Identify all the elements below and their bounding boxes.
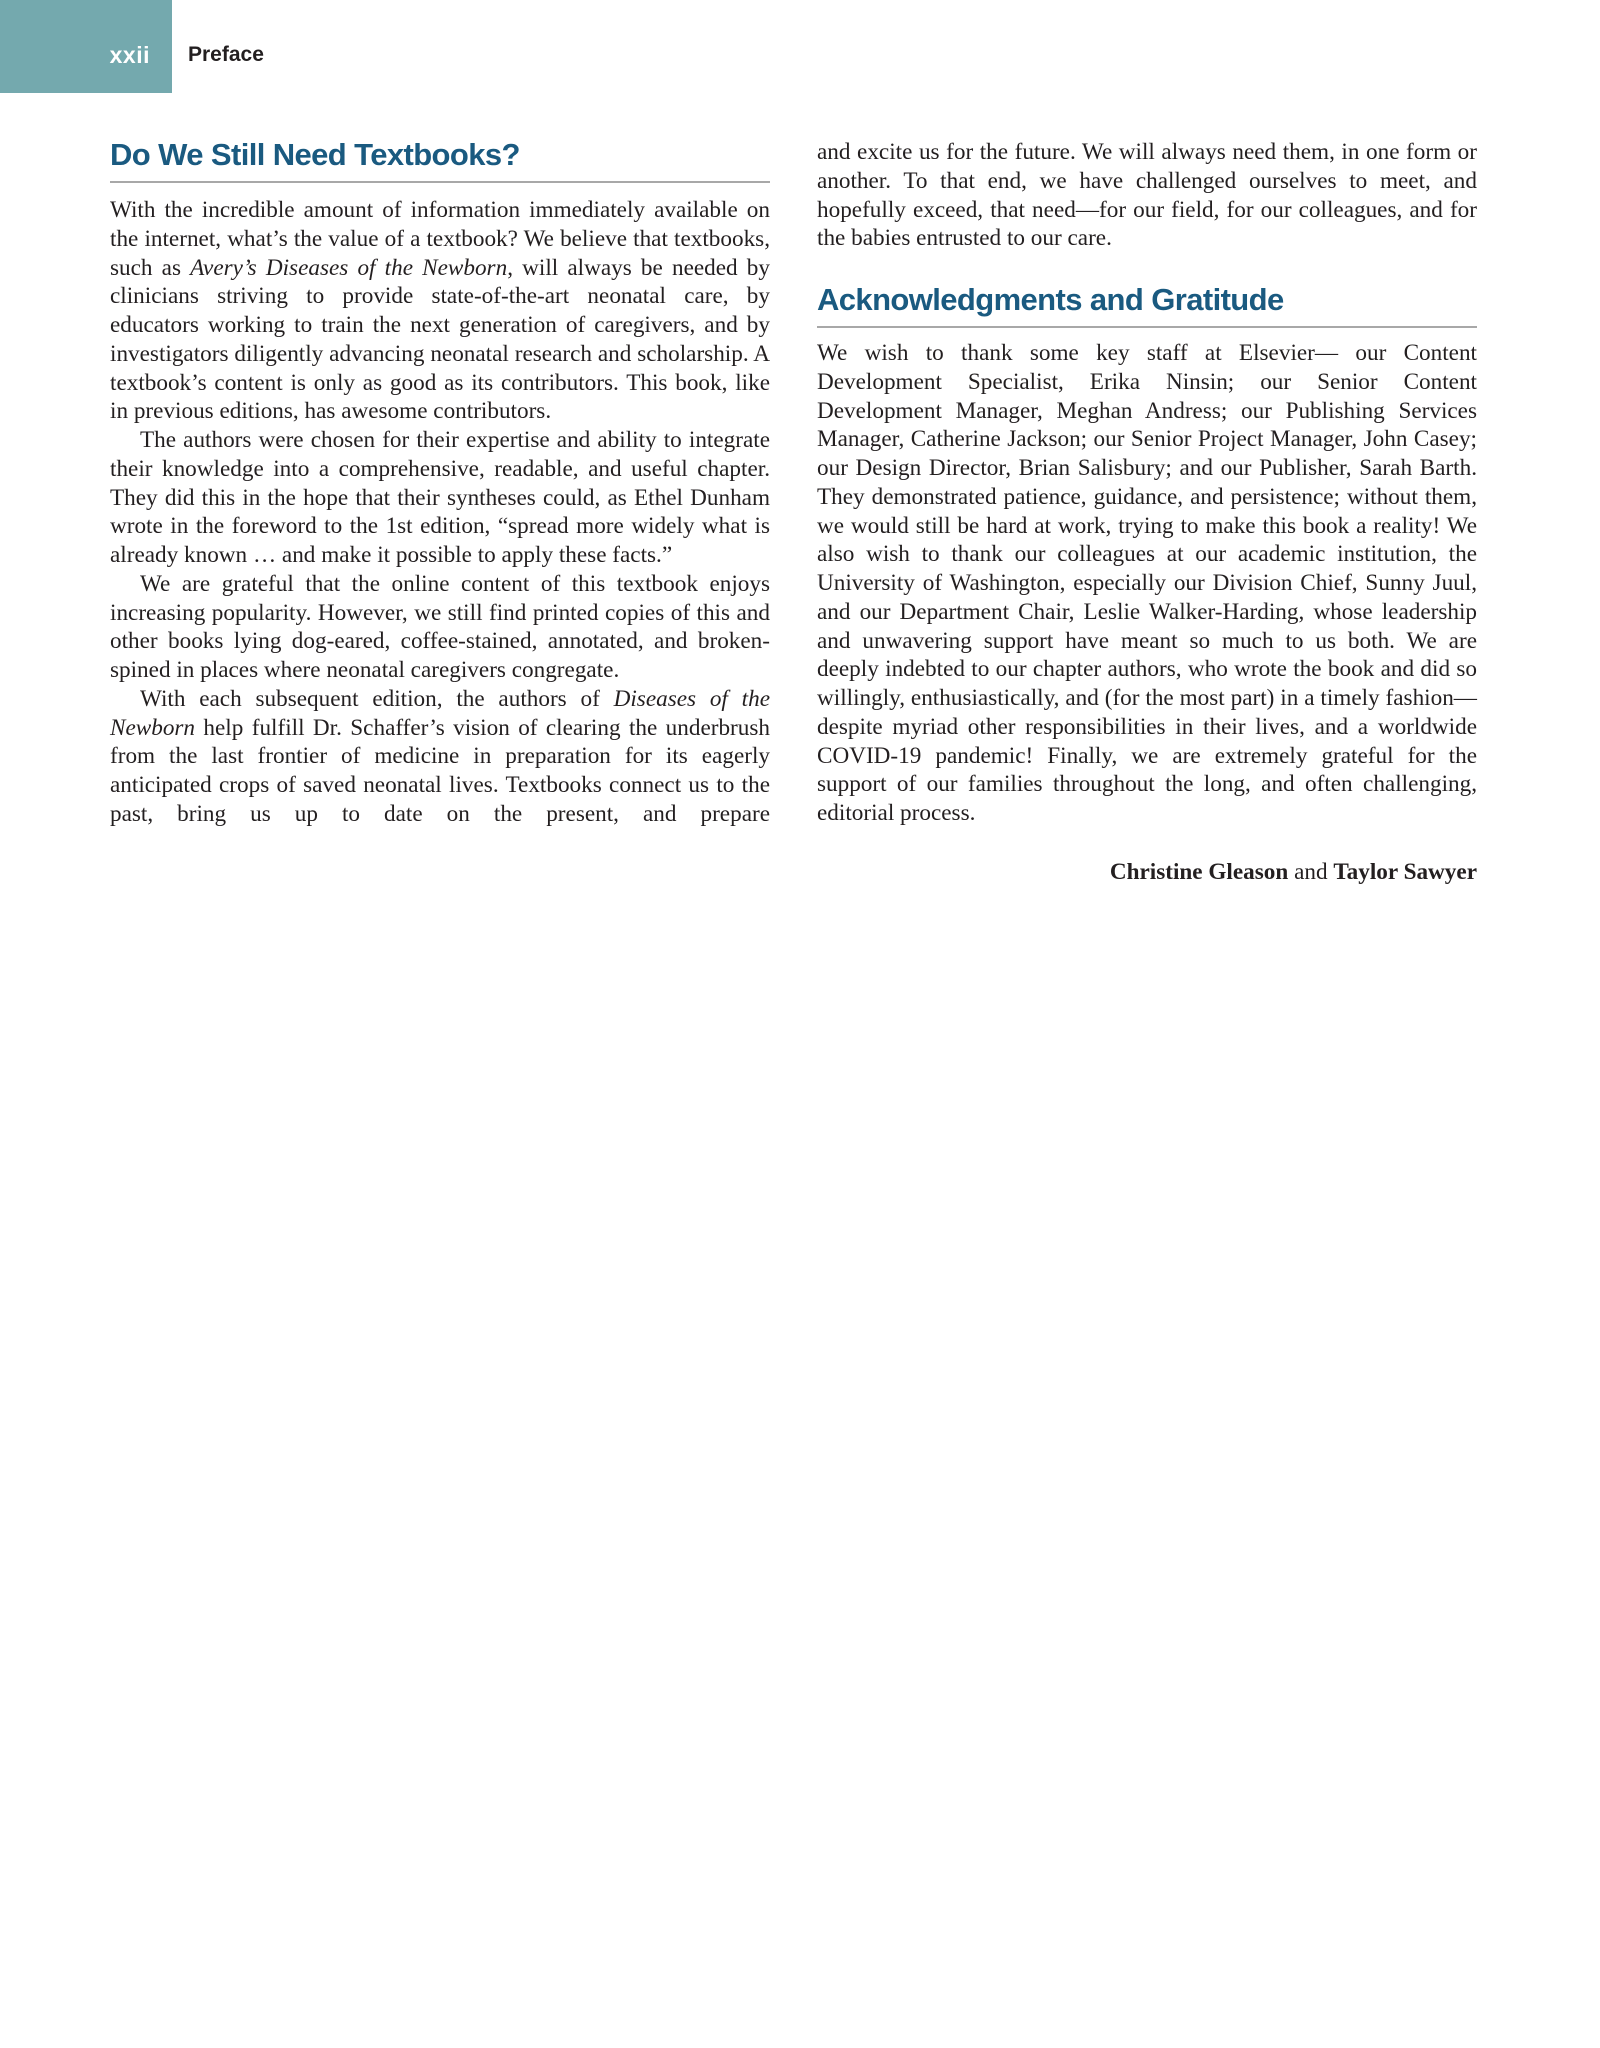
paragraph: With each subsequent edition, the authors of Diseases of the Newborn help fulfill Dr. Schaffer’s vision of clearing the underbrush from the last frontier of medicine in preparation for its eagerly anticipated crops of saved neonatal lives. Textbooks connect us to the past, bring us up to date on the present, and prepare (110, 685, 770, 827)
page-number: xxii (109, 42, 150, 68)
book-title: Avery’s Diseases of the Newborn (190, 254, 508, 281)
heading-rule (110, 181, 770, 183)
section-heading-textbooks: Do We Still Need Textbooks? (110, 137, 520, 172)
paragraph: The authors were chosen for their expertise and ability to integrate their knowledge into a comprehensive, readable, and useful chapter. They did this in the hope that their syntheses could, as Ethel Dunham wrote in the foreword to the 1st edition, “spread more widely what is already known … and make it possible to apply these facts.” (110, 427, 770, 568)
section-body-continuation (817, 138, 1477, 253)
heading-rule (817, 326, 1477, 328)
signature: Christine Gleason and Taylor Sawyer (1109, 859, 1477, 885)
paragraph: We are grateful that the online content of this textbook enjoys increasing popularity. However, we still find printed copies of this and other books lying dog-eared, coffee-stained, annotated, and broken-spined in places where neonatal caregivers congregate. (110, 570, 770, 683)
section-body-acknowledgments (817, 339, 1477, 828)
book-title: Diseases of the Newborn (110, 685, 770, 741)
paragraph: We wish to thank some key staff at Elsevier— our Content Development Specialist, Erika Ninsin; our Senior Content Development Manager, Meghan Andress; our Publishing Services Manager, Catherine Jackson; our Senior Project Manager, John Casey; our Design Director, Brian Salisbury; and our Publisher, Sarah Barth. They demonstrated patience, guidance, and persistence; without them, we would still be hard at work, trying to make this book a reality! We also wish to thank our colleagues at our academic institution, the University of Washington, especially our Division Chief, Sunny Juul, and our Department Chair, Leslie Walker-Harding, whose leadership and unwavering support have meant so much to us both. We are deeply indebted to our chapter authors, who wrote the book and did so willingly, enthusiastically, and (for the most part) in a timely fashion—despite myriad other responsibilities in their lives, and a worldwide COVID-19 pandemic! Finally, we are extremely grateful for the support of our families throughout the long, and often challenging, editorial process. (817, 340, 1477, 826)
section-body-textbooks (110, 196, 770, 829)
paragraph: With the incredible amount of information immediately available on the internet, what’s the value of a textbook? We believe that textbooks, such as Avery’s Diseases of the Newborn, will always be needed by clinicians striving to provide state-of-the-art neonatal care, by educators working to train the next generation of caregivers, and by investigators diligently advancing neonatal research and scholarship. A textbook’s content is only as good as its contributors. This book, like in previous editions, has awesome contributors. (110, 197, 770, 425)
section-heading-acknowledgments: Acknowledgments and Gratitude (817, 282, 1284, 317)
author-name: Taylor Sawyer (1333, 859, 1477, 885)
author-name: Christine Gleason (1109, 859, 1289, 885)
page-number-tab (0, 0, 172, 93)
paragraph: and excite us for the future. We will always need them, in one form or another. To that end, we have challenged ourselves to meet, and hopefully exceed, that need—for our field, for our colleagues, and for the babies entrusted to our care. (817, 139, 1477, 252)
running-head: Preface (188, 43, 264, 66)
